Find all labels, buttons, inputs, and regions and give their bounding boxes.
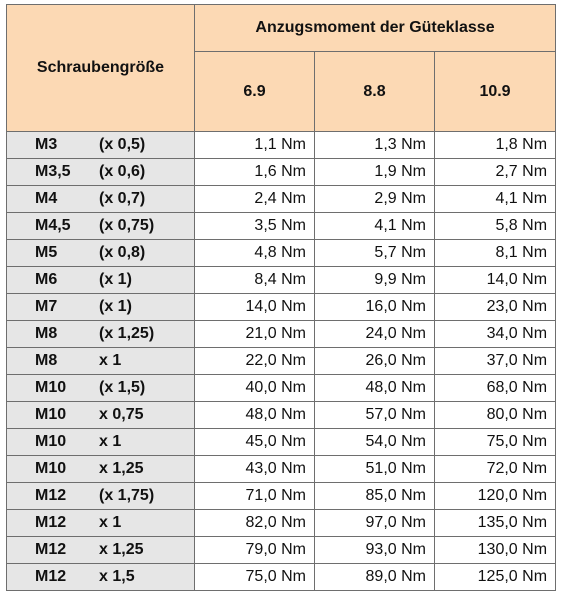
thread-size: M12 (35, 541, 67, 558)
torque-6-9: 21,0 Nm (195, 321, 315, 348)
torque-8-8: 26,0 Nm (315, 348, 435, 375)
thread-size: M7 (35, 298, 58, 315)
thread-pitch: x 0,75 (99, 406, 144, 423)
torque-10-9: 23,0 Nm (435, 294, 556, 321)
torque-8-8: 89,0 Nm (315, 564, 435, 591)
thread-pitch: (x 1,75) (99, 487, 155, 504)
thread-size: M5 (35, 244, 58, 261)
torque-10-9: 4,1 Nm (435, 186, 556, 213)
torque-10-9: 130,0 Nm (435, 537, 556, 564)
table-row (7, 483, 556, 510)
torque-10-9: 72,0 Nm (435, 456, 556, 483)
torque-6-9: 82,0 Nm (195, 510, 315, 537)
thread-pitch: x 1 (99, 433, 122, 450)
torque-10-9: 75,0 Nm (435, 429, 556, 456)
torque-6-9: 22,0 Nm (195, 348, 315, 375)
torque-8-8: 57,0 Nm (315, 402, 435, 429)
table-row (7, 510, 556, 537)
torque-8-8: 24,0 Nm (315, 321, 435, 348)
torque-6-9: 48,0 Nm (195, 402, 315, 429)
torque-8-8: 85,0 Nm (315, 483, 435, 510)
torque-8-8: 93,0 Nm (315, 537, 435, 564)
table-body (7, 132, 556, 591)
thread-pitch: x 1 (99, 514, 122, 531)
table-row (7, 159, 556, 186)
thread-pitch: (x 0,8) (99, 244, 146, 261)
torque-6-9: 2,4 Nm (195, 186, 315, 213)
table-row (7, 375, 556, 402)
torque-6-9: 1,6 Nm (195, 159, 315, 186)
torque-8-8: 5,7 Nm (315, 240, 435, 267)
screw-size-cell (7, 294, 195, 321)
torque-10-9: 2,7 Nm (435, 159, 556, 186)
table-row (7, 186, 556, 213)
torque-10-9: 34,0 Nm (435, 321, 556, 348)
torque-6-9: 71,0 Nm (195, 483, 315, 510)
thread-size: M10 (35, 406, 67, 423)
thread-size: M8 (35, 325, 58, 342)
torque-6-9: 14,0 Nm (195, 294, 315, 321)
torque-8-8: 54,0 Nm (315, 429, 435, 456)
screw-size-cell (7, 483, 195, 510)
torque-table (6, 4, 556, 591)
header-class-10-9: 10.9 (435, 52, 556, 132)
screw-size-cell (7, 402, 195, 429)
torque-6-9: 45,0 Nm (195, 429, 315, 456)
table-row (7, 213, 556, 240)
torque-6-9: 4,8 Nm (195, 240, 315, 267)
thread-size: M12 (35, 568, 67, 585)
screw-size-cell (7, 456, 195, 483)
screw-size-cell (7, 510, 195, 537)
torque-10-9: 135,0 Nm (435, 510, 556, 537)
thread-size: M12 (35, 487, 67, 504)
thread-pitch: x 1,25 (99, 541, 144, 558)
torque-10-9: 5,8 Nm (435, 213, 556, 240)
thread-pitch: (x 0,5) (99, 136, 146, 153)
torque-6-9: 3,5 Nm (195, 213, 315, 240)
table-row (7, 402, 556, 429)
table-row (7, 429, 556, 456)
header-row-group (7, 5, 556, 52)
thread-size: M6 (35, 271, 58, 288)
screw-size-cell (7, 429, 195, 456)
torque-8-8: 9,9 Nm (315, 267, 435, 294)
header-screw-size: Schraubengröße (7, 5, 195, 132)
thread-pitch: x 1 (99, 352, 122, 369)
header-class-6-9: 6.9 (195, 52, 315, 132)
table-row (7, 267, 556, 294)
screw-size-cell (7, 267, 195, 294)
torque-10-9: 80,0 Nm (435, 402, 556, 429)
torque-8-8: 2,9 Nm (315, 186, 435, 213)
table-row (7, 132, 556, 159)
torque-10-9: 37,0 Nm (435, 348, 556, 375)
screw-size-cell (7, 132, 195, 159)
thread-pitch: x 1,25 (99, 460, 144, 477)
table-row (7, 321, 556, 348)
torque-10-9: 1,8 Nm (435, 132, 556, 159)
screw-size-cell (7, 375, 195, 402)
thread-pitch: (x 1,5) (99, 379, 146, 396)
table-row (7, 537, 556, 564)
table-row (7, 564, 556, 591)
header-torque-group: Anzugsmoment der Güteklasse (195, 5, 556, 52)
header-class-8-8: 8.8 (315, 52, 435, 132)
screw-size-cell (7, 537, 195, 564)
torque-10-9: 125,0 Nm (435, 564, 556, 591)
thread-size: M4,5 (35, 217, 71, 234)
thread-size: M8 (35, 352, 58, 369)
thread-size: M10 (35, 379, 67, 396)
torque-8-8: 16,0 Nm (315, 294, 435, 321)
torque-6-9: 8,4 Nm (195, 267, 315, 294)
thread-pitch: (x 0,7) (99, 190, 146, 207)
torque-6-9: 43,0 Nm (195, 456, 315, 483)
table-row (7, 240, 556, 267)
torque-8-8: 48,0 Nm (315, 375, 435, 402)
screw-size-cell (7, 240, 195, 267)
torque-10-9: 120,0 Nm (435, 483, 556, 510)
table-row (7, 294, 556, 321)
torque-8-8: 97,0 Nm (315, 510, 435, 537)
torque-6-9: 79,0 Nm (195, 537, 315, 564)
thread-pitch: (x 1,25) (99, 325, 155, 342)
torque-6-9: 1,1 Nm (195, 132, 315, 159)
torque-8-8: 1,3 Nm (315, 132, 435, 159)
table-row (7, 348, 556, 375)
torque-10-9: 14,0 Nm (435, 267, 556, 294)
thread-size: M10 (35, 433, 67, 450)
screw-size-cell (7, 321, 195, 348)
thread-size: M4 (35, 190, 58, 207)
screw-size-cell (7, 348, 195, 375)
torque-8-8: 51,0 Nm (315, 456, 435, 483)
thread-pitch: (x 0,75) (99, 217, 155, 234)
thread-pitch: (x 0,6) (99, 163, 146, 180)
screw-size-cell (7, 159, 195, 186)
torque-6-9: 40,0 Nm (195, 375, 315, 402)
screw-size-cell (7, 564, 195, 591)
thread-size: M3,5 (35, 163, 71, 180)
thread-size: M10 (35, 460, 67, 477)
table-row (7, 456, 556, 483)
thread-pitch: x 1,5 (99, 568, 135, 585)
thread-pitch: (x 1) (99, 298, 132, 315)
screw-size-cell (7, 213, 195, 240)
torque-6-9: 75,0 Nm (195, 564, 315, 591)
torque-10-9: 8,1 Nm (435, 240, 556, 267)
torque-8-8: 4,1 Nm (315, 213, 435, 240)
thread-size: M12 (35, 514, 67, 531)
screw-size-cell (7, 186, 195, 213)
thread-pitch: (x 1) (99, 271, 132, 288)
thread-size: M3 (35, 136, 58, 153)
table-header (7, 5, 556, 132)
torque-8-8: 1,9 Nm (315, 159, 435, 186)
torque-10-9: 68,0 Nm (435, 375, 556, 402)
